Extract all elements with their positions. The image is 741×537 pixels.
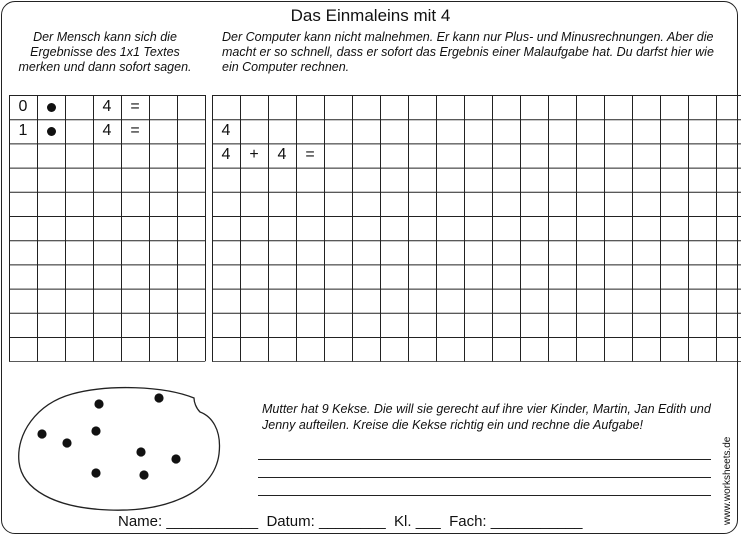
memory-grid[interactable] [9, 95, 205, 361]
plate-outline [19, 388, 220, 511]
cookie[interactable] [94, 399, 103, 408]
computer-grid-cell-entry: 4 [221, 146, 231, 164]
computer-grid-lines [212, 95, 741, 362]
cookie[interactable] [62, 438, 71, 447]
cookie[interactable] [136, 447, 145, 456]
cookie[interactable] [37, 429, 46, 438]
memory-grid-cell-entry: 1 [18, 122, 28, 140]
answer-line[interactable] [258, 459, 711, 460]
memory-grid-cell-entry: 0 [18, 98, 28, 115]
right-instruction: Der Computer kann nicht malnehmen. Er kann nur Plus- und Minusrechnungen. Aber die macht er so schnell, dass er sofort das Ergebnis einer Malaufgabe hat. Du darfst hier wie ein Computer rechnen. [222, 30, 714, 74]
left-instruction: Der Mensch kann sich die Ergebnisse des 1x1 Textes merken und dann sofort sagen. [18, 30, 192, 74]
answer-line[interactable] [258, 495, 711, 496]
answer-line[interactable] [258, 477, 711, 478]
computer-grid-cell-entry: 4 [277, 146, 287, 164]
cookie[interactable] [139, 470, 148, 479]
computer-grid-cell-entry: 4 [221, 122, 231, 140]
computer-grid-cell-entry: + [249, 146, 259, 164]
computer-grid-cell-entry: = [305, 146, 315, 164]
cookie[interactable] [91, 426, 100, 435]
story-problem: Mutter hat 9 Kekse. Die will sie gerecht auf ihre vier Kinder, Martin, Jan Edith und Jenny aufteilen. Kreise die Kekse richtig ein und rechne die Aufgabe! [262, 402, 711, 432]
memory-grid-cell-entry: 4 [102, 98, 112, 115]
cookie[interactable] [171, 454, 180, 463]
footer-fields[interactable]: Name: ___________ Datum: ________ Kl. ___ Fach: ___________ [118, 513, 583, 530]
cookie[interactable] [91, 468, 100, 477]
memory-grid-multiply-dot [37, 119, 65, 143]
cookie-plate [14, 384, 226, 512]
memory-grid-cell-entry: = [130, 122, 140, 140]
computer-grid[interactable] [212, 95, 741, 361]
watermark: www.worksheets.de [722, 436, 733, 525]
cookie[interactable] [154, 393, 163, 402]
memory-grid-cell-entry: 4 [102, 122, 112, 140]
memory-grid-multiply-dot [37, 95, 65, 119]
memory-grid-cell-entry: = [130, 98, 140, 115]
page-title: Das Einmaleins mit 4 [290, 6, 451, 25]
